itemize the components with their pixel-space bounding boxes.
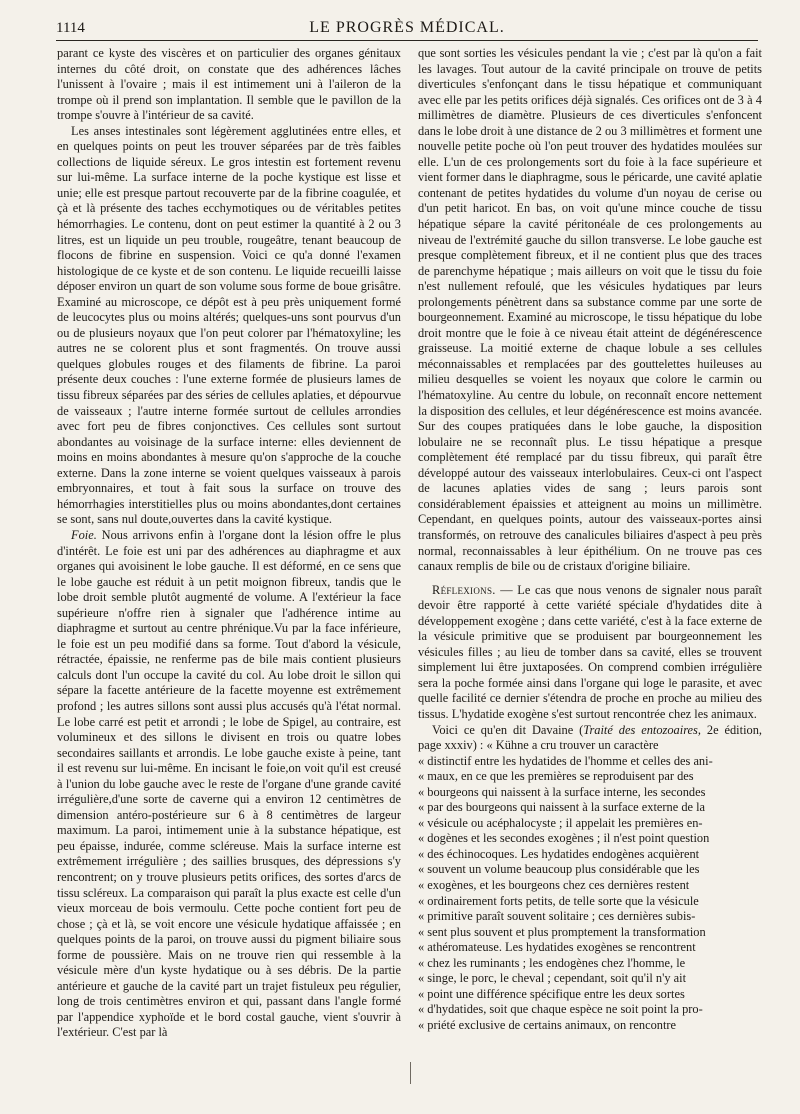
quotation-line: « bourgeons qui naissent à la surface interne, les secondes	[418, 784, 706, 799]
quotation-line: « maux, en ce que les premières se reproduisent par des	[418, 769, 694, 784]
quotation-line: « vésicule ou acéphalocyste ; il appelait les premières en-	[418, 815, 703, 830]
quotation-line: « priété exclusive de certains animaux, on rencontre	[418, 1017, 677, 1032]
paragraph-text: Nous arrivons enfin à l'organe dont la lésion offre le plus d'intérêt. Le foie est uni par des adhérences au diaphragme et aux organes qui avoisinent le lobe gauche. Il est déformé, en ce sens que le lobe gauche est réduit à un petit moignon fibreux, tandis que le lobe droit semble plutôt augmenté de volume. A l'extérieur la face supérieure n'offre rien à signaler que l'adhérence intime au diaphragme et surtout au centre phrénique.Vu par la face inférieure, le foie est un peu modifié dans sa forme. Tout d'abord la vésicule, rétractée, épaissie, ne renferme pas de bile mais contient plusieurs calculs dont l'un occupe la cavité du col. Au lobe droit le sillon qui sépare la facette antérieure de la facette moyenne est extrêmement profond ; les autres sillons sont aussi plus accusés qu'à l'état normal. Le lobe carré est petit et arrondi ; le lobe de Spigel, au contraire, est volumineux et des sillons le divisent en trois ou quatre lobes secondaires saillants et arrondis. Le lobe gauche existe à peine, tant il est revenu sur lui-même. En incisant le foie,on voit qu'il est creusé à l'union du lobe gauche avec le reste de l'organe d'une grande cavité irrégulière,d'une sorte de caverne qui a environ 12 centimètres de dimension antéro-postérieure sur 6 à 8 centimètres de largeur maximum. La paroi, intimement unie à la substance hépatique, est peu épaisse, indurée, comme scléreuse. Mais la surface interne est extrêmement irrégulière ; des saillies brusques, des dépressions s'y rencontrent; on y trouve plusieurs petits orifices, des sortes d'arcs de tissu scléreux. La comparaison qui paraît la plus exacte est celle d'un vieux morceau de bois vermoulu. Cette poche contient fort peu de chose ; çà et là, se voit encore une vésicule hydatique affaissée ; en quelques points de la paroi, on trouve aussi du pigment biliaire sous forme de poussière. Mais on ne trouve rien qui ressemble à la vésicule mère d'un kyste hydatique ou à ses débris. De la partie antérieure et gauche de la cavité part un trajet fistuleux peu régulier, long de trois centimètres environ et qui, passant dans l'angle formé par l'appendice xyphoïde et le bord costal gauche, vient s'ouvrir à l'extérieur. C'est par là	[57, 527, 401, 1040]
left-column	[57, 46, 401, 1096]
paragraph-text: — Le cas que nous venons de signaler nous paraît devoir être rapporté à cette variété spéciale d'hydatides dite à développement exogène ; dans cette variété, c'est à la face externe de la vésicule primitive que se produisent par bourgeonnement les vésicules filles ; au lieu de tomber dans sa cavité, elles se trouvent simplement lui être juxtaposées. On comprend combien irrégulière sera la poche formée ainsi dans l'organe qui loge le parasite, et avec quelle facilité ce dernier s'étendra de proche en proche au milieu des tissus. L'hydatide exogène s'est surtout rencontrée chez les animaux.	[418, 582, 762, 721]
quotation-line: « athéromateuse. Les hydatides exogènes se rencontrent	[418, 940, 696, 955]
page-number: 1114	[56, 20, 85, 36]
quotation-line: « chez les ruminants ; les endogènes chez l'homme, le	[418, 955, 686, 970]
right-column	[418, 46, 762, 1096]
section-lead-foie: Foie.	[71, 527, 97, 542]
paragraph-reflexions	[418, 583, 762, 723]
cited-title: Traité des entozoaires,	[583, 722, 701, 737]
page-header	[56, 18, 758, 41]
quotation-line: « sent plus souvent et plus promptement la transformation	[418, 924, 706, 939]
paragraph-davaine	[418, 723, 762, 754]
quotation-line: « point une différence spécifique entre les deux sortes	[418, 986, 685, 1001]
paragraph-text: Voici ce qu'en dit Davaine (	[432, 722, 584, 737]
quotation-block	[418, 754, 762, 1034]
quotation-line: « distinctif entre les hydatides de l'homme et celles des ani-	[418, 753, 713, 768]
section-lead-reflexions: Réflexions.	[432, 582, 496, 597]
quotation-line: « par des bourgeons qui naissent à la surface externe de la	[418, 800, 706, 815]
quotation-line: « singe, le porc, le cheval ; cependant, soit qu'il n'y ait	[418, 971, 687, 986]
paragraph-text: 2e édition, page xxxiv) : « Kühne a cru trouver un caractère	[418, 722, 762, 753]
column-divider	[410, 1062, 411, 1084]
paragraph-foie	[57, 528, 401, 1041]
quotation-line: « primitive paraît souvent solitaire ; ces dernières subis-	[418, 909, 696, 924]
journal-title: LE PROGRÈS MÉDICAL.	[309, 19, 505, 36]
quotation-line: « d'hydatides, soit que chaque espèce ne soit point la pro-	[418, 1002, 703, 1017]
quotation-line: « dogènes et les secondes exogènes ; il n'est point question	[418, 831, 710, 846]
quotation-line: « exogènes, et les bourgeons chez ces dernières restent	[418, 877, 690, 892]
quotation-line: « souvent un volume beaucoup plus considérable que les	[418, 862, 700, 877]
quotation-line: « des échinocoques. Les hydatides endogènes acquièrent	[418, 846, 700, 861]
quotation-line: « ordinairement forts petits, de telle sorte que la vésicule	[418, 893, 699, 908]
paragraph: Les anses intestinales sont légèrement agglutinées entre elles, et en quelques points on peut les trouver séparées par de très faibles collections de liquide séreux. Le gros intestin est fortement revenu sur lui-même. La surface interne de la poche kystique est lisse et unie; elle est presque partout recouverte par de la fibrine coagulée, et çà et là présente des taches ecchymotiques ou de véritables petites hémorrhagies. Le contenu, dont on peut estimer la quantité à 2 ou 3 litres, est un liquide un peu trouble, rougeâtre, tenant beaucoup de flocons de fibrine en suspension. Voici ce qu'a donné l'examen histologique de ce kyste et de son contenu. Le liquide recueilli laisse déposer environ un quart de son volume sous forme de boue grisâtre. Examiné au microscope, ce dépôt est à peu près uniquement formé de leucocytes plus ou moins altérés; quelques-uns sont pourvus d'un ou de plusieurs noyaux que l'on peut colorer par l'hématoxyline; les autres ne se colorent plus et sont fragmentés. On trouve aussi quelques globules rouges et des filaments de fibrine. La paroi présente deux couches : l'une externe formée de plusieurs lames de tissu fibreux séparées par des séries de cellules aplaties, et dépourvue de vaisseaux ; l'autre interne formée surtout de cellules arrondies avec fort peu de fibres conjonctives. Ces cellules sont surtout abondantes au voisinage de la surface interne: elles deviennent de moins en moins abondantes à mesure qu'on s'approche de la couche externe. Dans la zone interne se voient quelques vaisseaux à parois embryonnaires, et tout à fait sous la surface on trouve des hémorrhagies interstitielles plus ou moins abondantes,dont certaines se sont, sans nul doute,ouvertes dans la cavité kystique.	[57, 123, 401, 527]
paragraph: parant ce kyste des viscères et on particulier des organes génitaux internes du côté droit, on constate que des adhérences lâches l'unissent à l'ovaire ; mais il est intimement uni à l'aileron de la trompe où il prend son implantation. Il semble que le pavillon de la trompe s'ouvre à l'intérieur de sa cavité.	[57, 46, 401, 123]
paragraph: que sont sorties les vésicules pendant la vie ; c'est par là qu'on a fait les lavages. Tout autour de la cavité principale on trouve de petits diverticules s'enfonçant dans le tissu hépatique et communiquant avec elle par les petits orifices déjà signalés. Ces orifices ont de 3 à 4 millimètres de diamètre. Plusieurs de ces diverticules s'enfoncent dans le lobe droit à une distance de 2 ou 3 millimètres et forment une nouvelle petite poche où l'on peut trouver des hydatides moulées sur elle. L'un de ces prolongements sort du foie à la face supérieure et vient former dans le diaphragme, sous le péricarde, une cavité aplatie contenant de petites hydatides du volume d'un noyau de cerise ou d'un petit haricot. En bas, on voit qu'une mince couche de tissu hépatique sépare la cavité péritonéale de ces prolongements au niveau de l'extrémité gauche du sillon transverse. Le lobe gauche est presque complètement fibreux, et il ne contient plus que des traces de parenchyme hépatique ; mais ailleurs on voit que le tissu du foie n'est nullement refoulé, que les vésicules hydatiques par leurs prolongements pénètrent dans sa substance comme par une sorte de bourgeonnement. Examiné au microscope, le tissu hépatique du lobe droit montre que le foie à ce niveau était atteint de dégénérescence graisseuse. La moitié externe de chaque lobule a ses cellules méconnaissables et remplacées par des gouttelettes huileuses au milieu desquelles se voient les noyaux que colore le carmin ou l'hématoxyline. Au centre du lobule, on reconnaît encore nettement la disposition des cellules, et leur dégénérescence est moins avancée. Sur des coupes pratiquées dans le lobe gauche, la disposition lobulaire ne se reconnaît plus. Le tissu hépatique a presque complètement été remplacé par du tissu fibreux, qui paraît être développé autour des vaisseaux interlobulaires. Ceux-ci ont l'aspect de lacunes aplaties vides de sang ; leurs parois sont considérablement épaissies et atteignent au moins un millimètre. Cependant, en quelques points, autour des vaisseaux-portes ainsi transformés, on retrouve des canalicules biliaires d'aspect à peu près normal, reconnaissables à leur épithélium. On ne trouve pas ces canaux remplis de bile ou de cristaux d'origine biliaire.	[418, 46, 762, 574]
